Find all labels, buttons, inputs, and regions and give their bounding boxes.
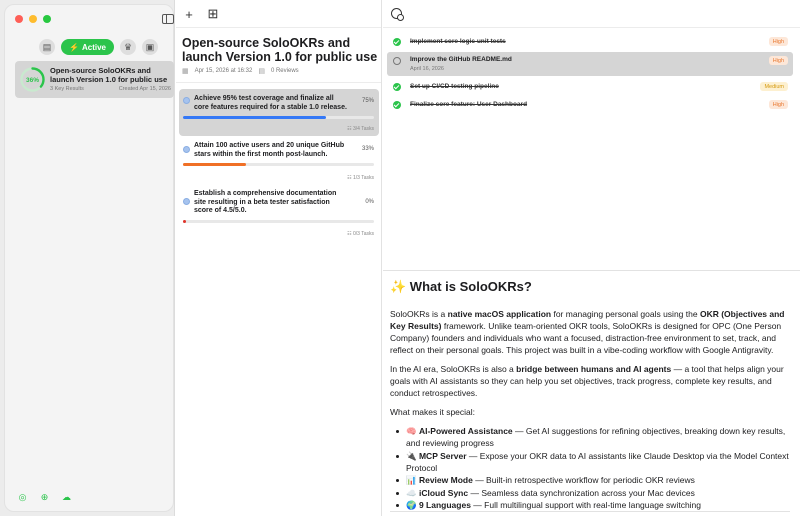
cloud-icon[interactable]: ☁	[62, 492, 71, 502]
feature-item: 🧠 AI-Powered Assistance — Get AI suggestions for refining objectives, breaking down key results, and reviewing progress	[400, 425, 790, 449]
readme-paragraph: What makes it special:	[390, 407, 476, 417]
key-result-status-icon	[183, 97, 190, 104]
key-result-progress-bar	[183, 116, 374, 119]
feature-item: 📊 Review Mode — Built-in retrospective workflow for periodic OKR reviews	[400, 474, 790, 486]
key-result-percent: 33%	[361, 146, 374, 152]
divider	[383, 270, 800, 271]
key-result-tasks-count: 1/3 Tasks	[352, 175, 374, 181]
key-result-status-icon	[183, 146, 190, 153]
feature-item: 🔌 MCP Server — Expose your OKR data to AI assistants like Claude Desktop via the Model Context Protocol	[400, 450, 790, 474]
tasks-icon: ☷	[347, 175, 353, 181]
calendar-icon: ▦	[182, 68, 189, 75]
readme-preview	[390, 279, 790, 512]
okr-key-results-count: 3 Key Results	[50, 86, 84, 92]
zoom-window-button[interactable]	[43, 15, 51, 23]
key-result-progress-bar	[183, 163, 374, 166]
task-row[interactable]	[387, 52, 793, 76]
bolt-icon: ⚡	[69, 42, 79, 52]
task-title: Finalize core feature: User Dashboard	[410, 101, 528, 108]
filter-active-button[interactable]	[61, 39, 114, 55]
archive-icon[interactable]: ▣	[142, 39, 158, 55]
task-row[interactable]	[387, 97, 793, 112]
key-result-text: Establish a comprehensive documentation site resulting in a beta tester satisfaction score of 4.5/5.0.	[194, 190, 337, 214]
priority-badge: Medium	[760, 82, 788, 91]
divider	[176, 82, 381, 83]
checkbox-checked-icon[interactable]	[393, 101, 401, 109]
objective-date: Apr 15, 2026 at 16:32	[194, 68, 253, 74]
task-title: Set up CI/CD testing pipeline	[410, 83, 499, 90]
trophy-icon[interactable]: ♛	[120, 39, 136, 55]
add-icon[interactable]: +	[185, 6, 193, 22]
readme-heading: ✨ What is SoloOKRs?	[390, 279, 532, 294]
task-panel	[383, 0, 800, 516]
add-okr-icon[interactable]: ⊞	[207, 6, 219, 21]
key-result-tasks	[347, 175, 374, 181]
okr-created-date: Created Apr 15, 2026	[118, 86, 171, 92]
key-result-progress-fill	[183, 163, 246, 166]
sidebar-toggle-icon[interactable]	[162, 14, 174, 24]
key-result-progress-fill	[183, 220, 186, 223]
task-date: April 16, 2026	[410, 66, 444, 72]
objective-reviews: 0 Reviews	[270, 68, 299, 74]
okr-title: Open-source SoloOKRs and launch Version 1.0 for public use	[50, 66, 168, 84]
doc-icon[interactable]: ▤	[39, 39, 55, 55]
key-result-row[interactable]	[179, 89, 379, 136]
tasks-icon: ☷	[347, 126, 353, 132]
key-result-progress-bar	[183, 220, 374, 223]
key-result-progress-fill	[183, 116, 326, 119]
divider	[383, 27, 800, 28]
sidebar	[0, 0, 175, 516]
objective-title: Open-source SoloOKRs and launch Version 1.0 for public use	[182, 36, 378, 64]
minimize-window-button[interactable]	[29, 15, 37, 23]
feature-item: ☁️ iCloud Sync — Seamless data synchronization across your Mac devices	[400, 487, 790, 499]
progress-ring	[19, 66, 46, 93]
objective-detail	[176, 0, 382, 516]
window-controls	[15, 15, 51, 23]
key-result-tasks-count: 3/4 Tasks	[352, 126, 374, 132]
sidebar-footer	[17, 492, 72, 503]
close-window-button[interactable]	[15, 15, 23, 23]
progress-ring-label: 36%	[25, 76, 40, 84]
readme-paragraph: In the AI era, SoloOKRs is also a bridge between humans and AI agents — a tool that helps align your goals with AI assistants so they can help you set objectives, track progress, complete key results, and conduct retrospectives.	[390, 364, 784, 398]
objective-meta	[182, 67, 299, 75]
filter-bar	[39, 39, 158, 55]
add-task-icon[interactable]	[391, 8, 402, 19]
key-result-percent: 75%	[361, 98, 374, 104]
task-row[interactable]	[387, 34, 793, 49]
key-result-tasks	[347, 126, 374, 132]
ai-chat-icon[interactable]: ◎	[18, 492, 27, 502]
readme-paragraph: SoloOKRs is a native macOS application for managing personal goals using the OKR (Objectives and Key Results) framework. Unlike team-oriented OKR tools, SoloOKRs is designed for OPC (One Person Company) founders and individuals who want a focused, distraction-free environment to set, track, and reflect on their personal goals. This project was built in a vibe-coding workflow with Google Antigravity.	[390, 309, 785, 355]
key-result-percent: 0%	[365, 199, 374, 205]
task-title: Improve the GitHub README.md	[410, 56, 512, 63]
key-result-tasks	[347, 231, 374, 237]
checkbox-checked-icon[interactable]	[393, 83, 401, 91]
feature-list	[400, 425, 790, 511]
okr-meta	[50, 86, 171, 92]
filter-active-label: Active	[81, 42, 106, 52]
globe-icon[interactable]: ⊕	[40, 492, 49, 502]
tasks-icon: ☷	[347, 231, 353, 237]
task-title: Implement core logic unit tests	[410, 38, 506, 45]
priority-badge: High	[769, 37, 788, 46]
divider	[390, 511, 790, 512]
checkbox-unchecked-icon[interactable]	[393, 57, 401, 65]
divider	[176, 27, 381, 28]
key-result-text: Attain 100 active users and 20 unique GitHub stars within the first month post-launch.	[194, 142, 345, 158]
priority-badge: High	[769, 56, 788, 65]
sidebar-panel	[4, 4, 174, 512]
task-row[interactable]	[387, 79, 793, 94]
key-result-row[interactable]	[179, 138, 379, 185]
middle-toolbar	[182, 7, 220, 21]
key-result-row[interactable]	[179, 187, 379, 242]
priority-badge: High	[769, 100, 788, 109]
okr-list-item[interactable]	[15, 61, 174, 98]
review-icon: ▤	[258, 68, 265, 75]
feature-item: 🌍 9 Languages — Full multilingual support with real-time language switching	[400, 499, 790, 511]
checkbox-checked-icon[interactable]	[393, 38, 401, 46]
key-result-tasks-count: 0/3 Tasks	[352, 231, 374, 237]
key-result-status-icon	[183, 198, 190, 205]
key-result-text: Achieve 95% test coverage and finalize all core features required for a stable 1.0 release.	[194, 95, 347, 111]
